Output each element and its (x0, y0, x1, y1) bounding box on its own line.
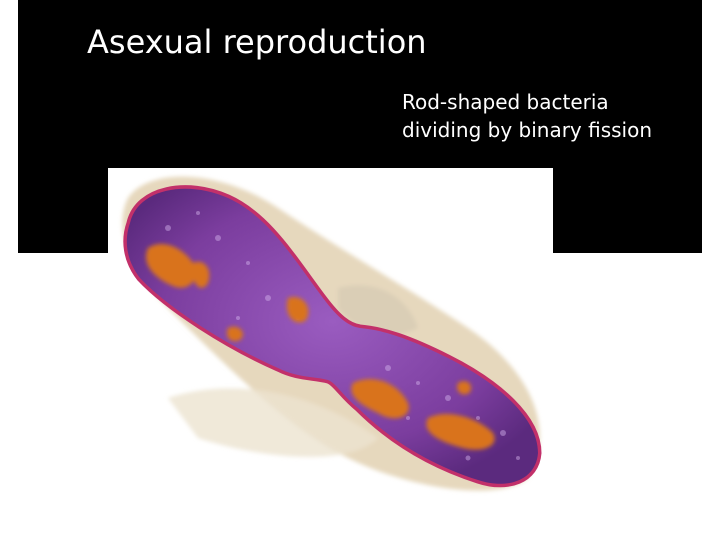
bacterium-micrograph-illustration (108, 168, 553, 498)
slide-title: Asexual reproduction (87, 23, 427, 61)
caption-line-1: Rod-shaped bacteria (402, 90, 609, 114)
caption-line-2: dividing by binary fission (402, 118, 653, 142)
bacterium-micrograph (108, 168, 553, 498)
image-caption (402, 88, 702, 144)
